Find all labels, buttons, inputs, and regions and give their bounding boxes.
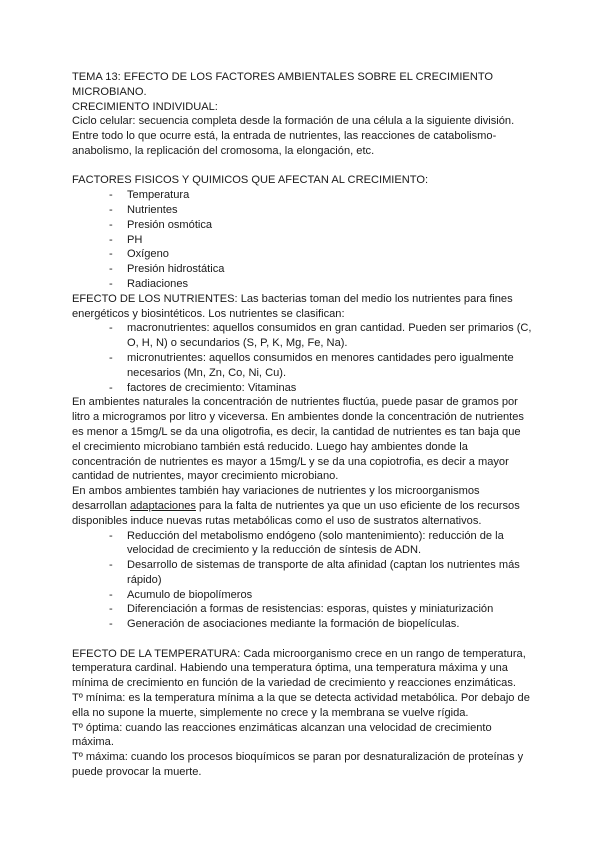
paragraph-temp-maxima: Tº máxima: cuando los procesos bioquímicos se paran por desnaturalización de proteínas y puede provocar la muerte.: [72, 751, 524, 779]
list-item: - Presión hidrostática: [109, 262, 532, 277]
spacer: [72, 159, 532, 174]
document-page: [72, 70, 532, 780]
spacer: [72, 632, 532, 647]
list-item: - factores de crecimiento: Vitaminas: [109, 381, 532, 396]
list-item: - micronutrientes: aquellos consumidos en menores cantidades pero igualmente necesarios (Mn, Zn, Co, Ni, Cu).: [109, 351, 532, 381]
list-item: - PH: [109, 233, 532, 248]
factores-list: [72, 188, 532, 292]
section-heading-crecimiento: CRECIMIENTO INDIVIDUAL:: [72, 100, 218, 113]
nutrientes-list: [72, 321, 532, 395]
adaptaciones-underlined: adaptaciones: [129, 499, 196, 512]
paragraph-ciclo-celular: Ciclo celular: secuencia completa desde la formación de una célula a la siguiente división. Entre todo lo que ocurre está, la entrada de nutrientes, las reacciones de catabolismo-anabolismo, la replicación del cromosoma, la elongación, etc.: [72, 115, 515, 157]
list-item: - Reducción del metabolismo endógeno (solo mantenimiento): reducción de la velocidad de crecimiento y la reducción de síntesis de ADN.: [109, 529, 532, 559]
document-title: TEMA 13: EFECTO DE LOS FACTORES AMBIENTALES SOBRE EL CRECIMIENTO MICROBIANO.: [72, 71, 494, 98]
list-item: - Radiaciones: [109, 277, 532, 292]
list-item: - Generación de asociaciones mediante la formación de biopelículas.: [109, 617, 532, 632]
list-item: - Desarrollo de sistemas de transporte de alta afinidad (captan los nutrientes más rápido): [109, 558, 532, 588]
list-item: - Temperatura: [109, 188, 532, 203]
list-item: - Diferenciación a formas de resistencias: esporas, quistes y miniaturización: [109, 602, 532, 617]
adaptaciones-list: [72, 529, 532, 633]
section-heading-factores: FACTORES FISICOS Y QUIMICOS QUE AFECTAN AL CRECIMIENTO:: [72, 174, 429, 187]
paragraph-temp-optima: Tº óptima: cuando las reacciones enzimáticas alcanzan una velocidad de crecimiento máxima.: [72, 721, 492, 749]
list-item: - Acumulo de biopolímeros: [109, 588, 532, 603]
paragraph-ambientes: En ambientes naturales la concentración de nutrientes fluctúa, puede pasar de gramos por litro a microgramos por litro y viceversa. En ambientes donde la concentración de nutrientes es menor a 15mg/L se da una oligotrofia, es decir, la cantidad de nutrientes es tan baja que el crecimiento microbiano también está reducido. Luego hay ambientes donde la concentración de nutrientes es mayor a 15mg/L y se da una copiotrofia, es decir a mayor cantidad de nutrientes, mayor crecimiento microbiano.: [72, 396, 524, 483]
list-item: - Presión osmótica: [109, 218, 532, 233]
text-span: para la falta de nutrientes ya que un uso eficiente de los recursos disponibles induce nuevas rutas metabólicas como el uso de sustratos alternativos.: [72, 499, 520, 527]
paragraph-temp-minima: Tº mínima: es la temperatura mínima a la que se detecta actividad metabólica. Por debajo de ella no supone la muerte, simplemente no crece y la membrana se vuelve rígida.: [72, 692, 530, 719]
list-item: - Nutrientes: [109, 203, 532, 218]
list-item: - Oxígeno: [109, 247, 532, 262]
paragraph-adaptaciones: [72, 484, 532, 528]
text-span: En ambos ambientes también hay variaciones de nutrientes y los microorganismos desarrollan: [72, 485, 480, 512]
list-item: - macronutrientes: aquellos consumidos en gran cantidad. Pueden ser primarios (C, O, H, N) o secundarios (S, P, K, Mg, Fe, Na).: [109, 321, 532, 351]
paragraph-temperatura-intro: EFECTO DE LA TEMPERATURA: Cada microorganismo crece en un rango de temperatura, temperatura cardinal. Habiendo una temperatura óptima, una temperatura máxima y una mínima de crecimiento en función de la variedad de crecimiento y reacciones enzimáticas.: [72, 647, 526, 690]
paragraph-nutrientes-intro: EFECTO DE LOS NUTRIENTES: Las bacterias toman del medio los nutrientes para fines energéticos y biosintéticos. Los nutrientes se clasifican:: [72, 292, 513, 320]
